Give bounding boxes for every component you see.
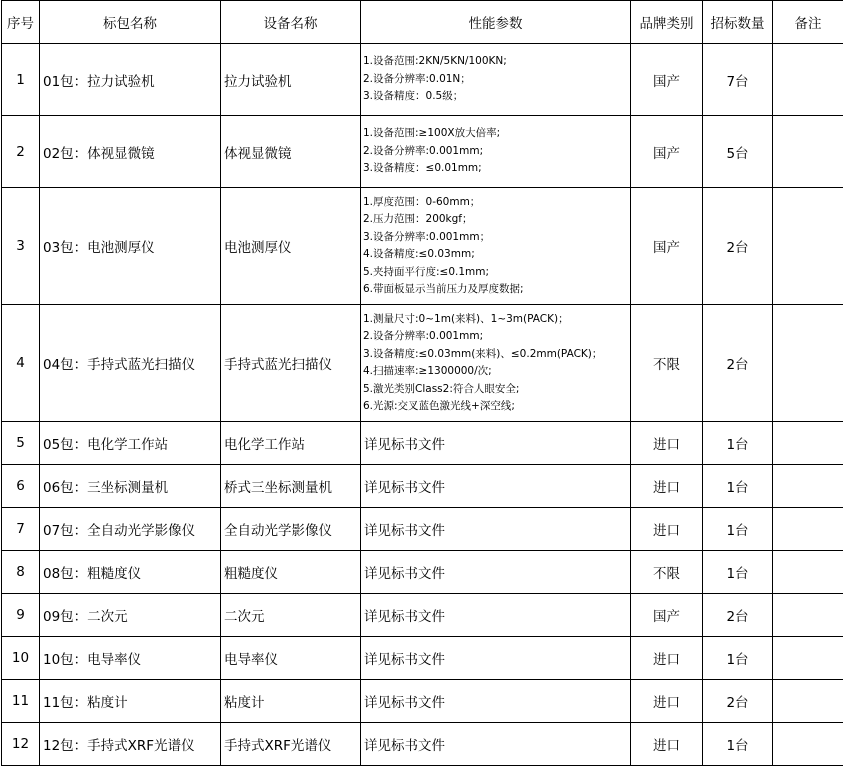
cell-note xyxy=(773,188,843,305)
spec-line: 6.光源:交叉蓝色激光线+深空线; xyxy=(363,398,630,416)
cell-package: 09包：二次元 xyxy=(40,594,221,637)
cell-qty: 1台 xyxy=(703,637,773,680)
cell-package: 07包：全自动光学影像仪 xyxy=(40,508,221,551)
table-row xyxy=(2,116,843,188)
spec-line: 3.设备精度：0.5级； xyxy=(363,88,630,106)
cell-no: 8 xyxy=(2,551,40,594)
spec-line: 2.设备分辨率:0.001mm; xyxy=(363,143,630,161)
cell-device: 拉力试验机 xyxy=(221,44,361,116)
header-brand: 品牌类别 xyxy=(631,1,703,44)
cell-specs xyxy=(361,723,631,766)
spec-line: 5.夹持面平行度:≤0.1mm; xyxy=(363,264,630,282)
cell-qty: 2台 xyxy=(703,188,773,305)
spec-line: 6.带面板显示当前压力及厚度数据; xyxy=(363,281,630,299)
cell-specs xyxy=(361,305,631,422)
spec-line: 4.设备精度:≤0.03mm; xyxy=(363,246,630,264)
header-specs: 性能参数 xyxy=(361,1,631,44)
spec-line: 3.设备精度：≤0.01mm; xyxy=(363,160,630,178)
cell-package: 06包：三坐标测量机 xyxy=(40,465,221,508)
cell-qty: 1台 xyxy=(703,422,773,465)
cell-specs xyxy=(361,465,631,508)
cell-device: 电池测厚仪 xyxy=(221,188,361,305)
cell-no: 9 xyxy=(2,594,40,637)
cell-note xyxy=(773,44,843,116)
cell-note xyxy=(773,551,843,594)
cell-device: 电化学工作站 xyxy=(221,422,361,465)
cell-brand: 进口 xyxy=(631,508,703,551)
cell-specs xyxy=(361,594,631,637)
spec-line: 1.测量尺寸:0~1m(来料)、1~3m(PACK)； xyxy=(363,311,630,329)
header-no: 序号 xyxy=(2,1,40,44)
cell-qty: 1台 xyxy=(703,723,773,766)
cell-device: 体视显微镜 xyxy=(221,116,361,188)
cell-package: 04包：手持式蓝光扫描仪 xyxy=(40,305,221,422)
cell-package: 11包：粘度计 xyxy=(40,680,221,723)
table-row xyxy=(2,508,843,551)
cell-note xyxy=(773,594,843,637)
table-body xyxy=(2,44,843,766)
cell-note xyxy=(773,637,843,680)
spec-line: 4.扫描速率:≥1300000/次; xyxy=(363,363,630,381)
cell-specs xyxy=(361,44,631,116)
cell-note xyxy=(773,422,843,465)
cell-note xyxy=(773,465,843,508)
cell-no: 2 xyxy=(2,116,40,188)
spec-line: 1.厚度范围：0-60mm； xyxy=(363,194,630,212)
cell-specs xyxy=(361,551,631,594)
cell-brand: 国产 xyxy=(631,116,703,188)
cell-package: 12包：手持式XRF光谱仪 xyxy=(40,723,221,766)
cell-device: 粘度计 xyxy=(221,680,361,723)
spec-line: 详见标书文件 xyxy=(364,734,630,754)
cell-brand: 国产 xyxy=(631,594,703,637)
cell-qty: 2台 xyxy=(703,305,773,422)
spec-line: 详见标书文件 xyxy=(364,519,630,539)
cell-brand: 不限 xyxy=(631,551,703,594)
table-row xyxy=(2,422,843,465)
table-row xyxy=(2,551,843,594)
table-row xyxy=(2,44,843,116)
header-row xyxy=(2,1,843,44)
spec-line: 2.压力范围：200kgf； xyxy=(363,211,630,229)
table-row xyxy=(2,188,843,305)
table-row xyxy=(2,594,843,637)
cell-note xyxy=(773,116,843,188)
cell-package: 02包：体视显微镜 xyxy=(40,116,221,188)
cell-qty: 7台 xyxy=(703,44,773,116)
spec-line: 3.设备分辨率:0.001mm； xyxy=(363,229,630,247)
cell-no: 10 xyxy=(2,637,40,680)
header-device: 设备名称 xyxy=(221,1,361,44)
spec-line: 1.设备范围:≥100X放大倍率; xyxy=(363,125,630,143)
cell-qty: 1台 xyxy=(703,551,773,594)
cell-brand: 进口 xyxy=(631,465,703,508)
cell-package: 01包：拉力试验机 xyxy=(40,44,221,116)
spec-line: 1.设备范围:2KN/5KN/100KN; xyxy=(363,53,630,71)
cell-package: 10包：电导率仪 xyxy=(40,637,221,680)
cell-specs xyxy=(361,422,631,465)
procurement-table xyxy=(1,0,843,766)
cell-package: 03包：电池测厚仪 xyxy=(40,188,221,305)
cell-brand: 不限 xyxy=(631,305,703,422)
spec-line: 3.设备精度:≤0.03mm(来料)、≤0.2mm(PACK)； xyxy=(363,346,630,364)
cell-brand: 进口 xyxy=(631,680,703,723)
cell-device: 粗糙度仪 xyxy=(221,551,361,594)
cell-qty: 1台 xyxy=(703,465,773,508)
cell-qty: 2台 xyxy=(703,680,773,723)
cell-qty: 1台 xyxy=(703,508,773,551)
cell-specs xyxy=(361,116,631,188)
cell-specs xyxy=(361,508,631,551)
cell-package: 08包：粗糙度仪 xyxy=(40,551,221,594)
spec-line: 详见标书文件 xyxy=(364,433,630,453)
cell-note xyxy=(773,723,843,766)
cell-qty: 5台 xyxy=(703,116,773,188)
cell-qty: 2台 xyxy=(703,594,773,637)
cell-specs xyxy=(361,188,631,305)
cell-note xyxy=(773,508,843,551)
cell-no: 11 xyxy=(2,680,40,723)
cell-no: 6 xyxy=(2,465,40,508)
cell-note xyxy=(773,305,843,422)
cell-brand: 进口 xyxy=(631,422,703,465)
cell-brand: 进口 xyxy=(631,637,703,680)
cell-specs xyxy=(361,680,631,723)
cell-no: 3 xyxy=(2,188,40,305)
table-row xyxy=(2,723,843,766)
cell-brand: 国产 xyxy=(631,188,703,305)
spec-line: 详见标书文件 xyxy=(364,476,630,496)
spec-line: 5.激光类别Class2:符合人眼安全; xyxy=(363,381,630,399)
cell-note xyxy=(773,680,843,723)
spec-line: 2.设备分辨率:0.001mm; xyxy=(363,328,630,346)
cell-device: 全自动光学影像仪 xyxy=(221,508,361,551)
cell-device: 桥式三坐标测量机 xyxy=(221,465,361,508)
cell-no: 12 xyxy=(2,723,40,766)
cell-device: 手持式XRF光谱仪 xyxy=(221,723,361,766)
cell-package: 05包：电化学工作站 xyxy=(40,422,221,465)
cell-no: 4 xyxy=(2,305,40,422)
cell-brand: 国产 xyxy=(631,44,703,116)
spec-line: 详见标书文件 xyxy=(364,562,630,582)
cell-no: 1 xyxy=(2,44,40,116)
cell-device: 电导率仪 xyxy=(221,637,361,680)
table-row xyxy=(2,680,843,723)
spec-line: 2.设备分辨率:0.01N； xyxy=(363,71,630,89)
spec-line: 详见标书文件 xyxy=(364,648,630,668)
spec-line: 详见标书文件 xyxy=(364,605,630,625)
table-row xyxy=(2,305,843,422)
cell-device: 手持式蓝光扫描仪 xyxy=(221,305,361,422)
header-note: 备注 xyxy=(773,1,843,44)
header-qty: 招标数量 xyxy=(703,1,773,44)
spec-line: 详见标书文件 xyxy=(364,691,630,711)
cell-specs xyxy=(361,637,631,680)
cell-brand: 进口 xyxy=(631,723,703,766)
header-package: 标包名称 xyxy=(40,1,221,44)
cell-no: 5 xyxy=(2,422,40,465)
table-row xyxy=(2,465,843,508)
cell-no: 7 xyxy=(2,508,40,551)
table-row xyxy=(2,637,843,680)
cell-device: 二次元 xyxy=(221,594,361,637)
